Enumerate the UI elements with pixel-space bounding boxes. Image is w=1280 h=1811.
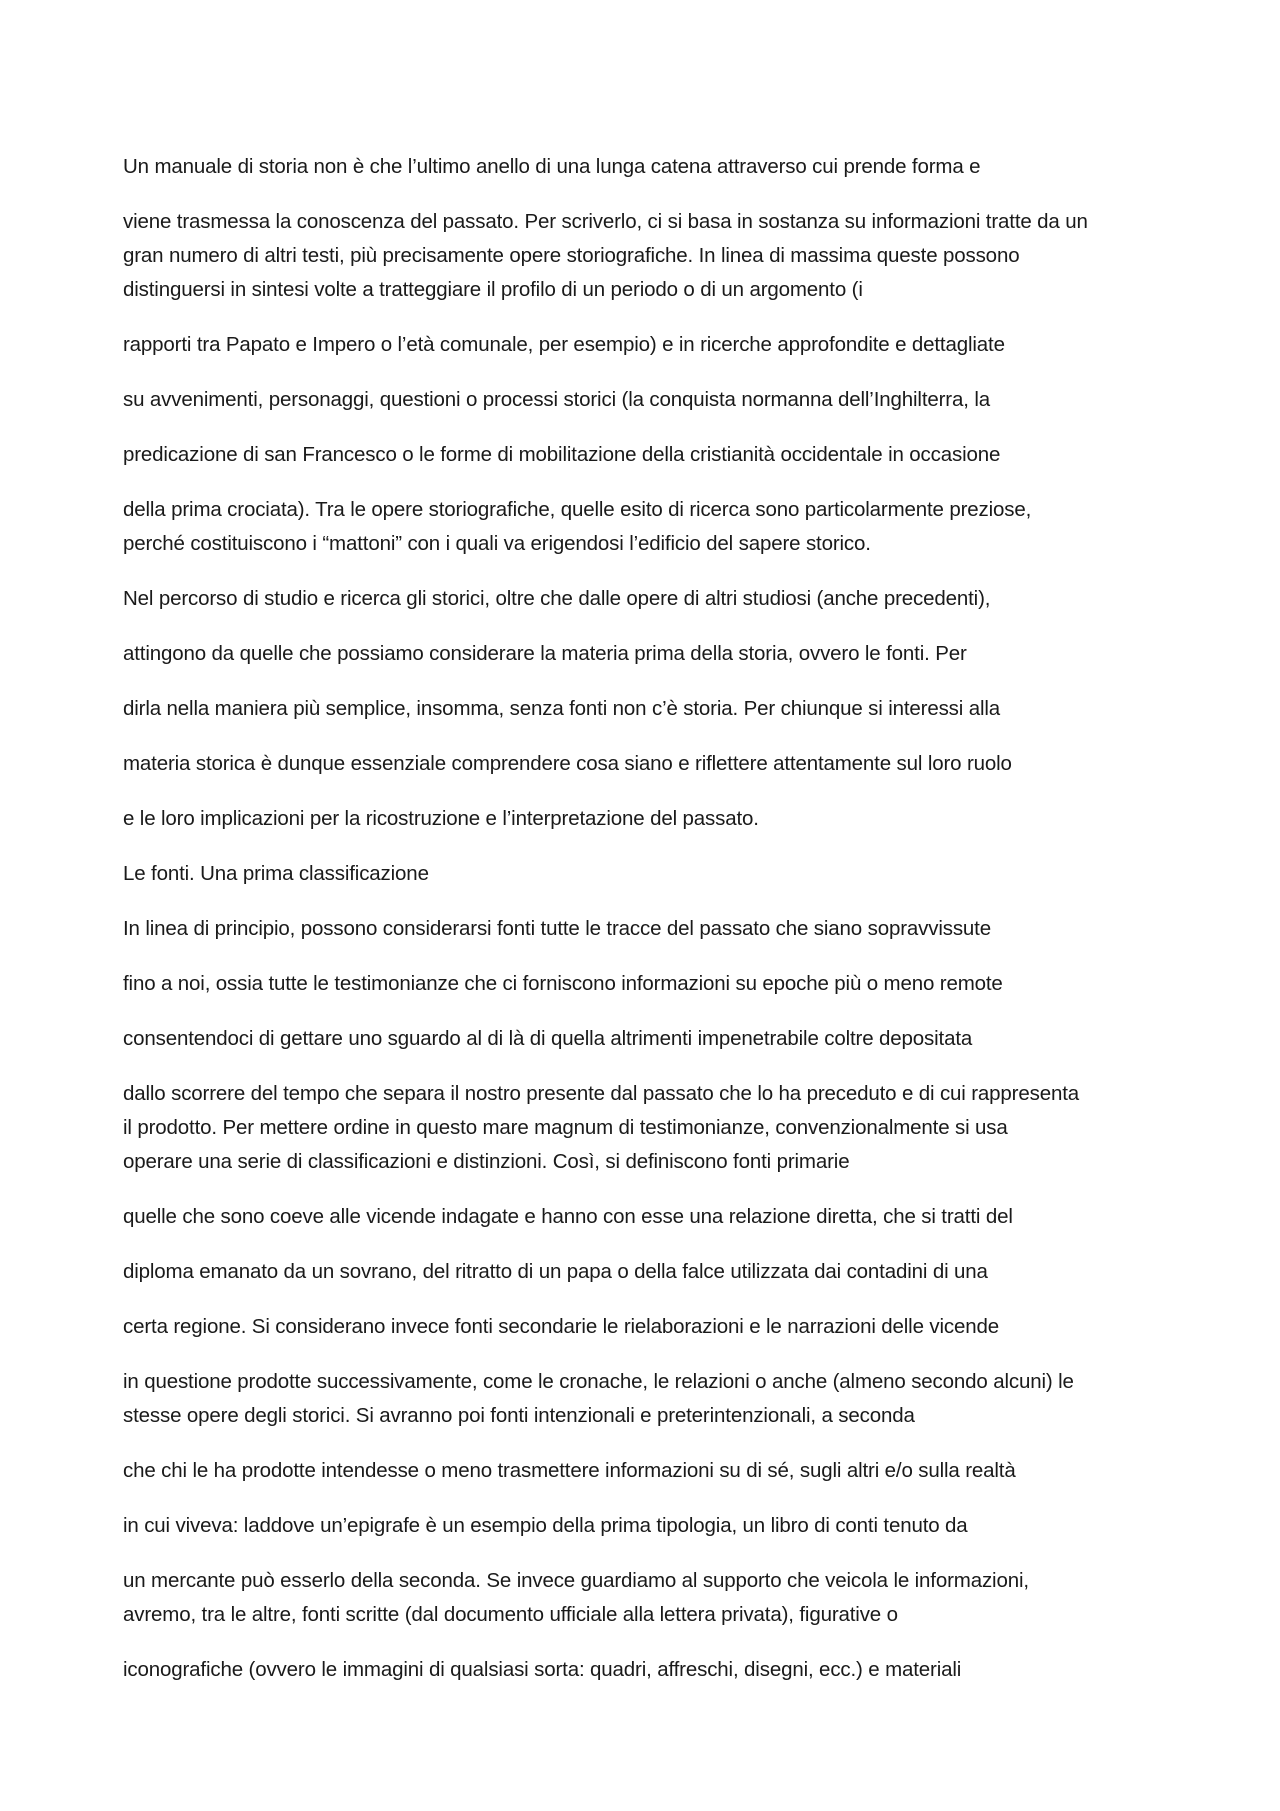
text-line: su avvenimenti, personaggi, questioni o processi storici (la conquista normanna dell’Inghilterra, la (123, 388, 990, 411)
text-line: materia storica è dunque essenziale comprendere cosa siano e riflettere attentamente sul loro ruolo (123, 752, 1012, 775)
text-line: Nel percorso di studio e ricerca gli storici, oltre che dalle opere di altri studiosi (anche precedenti), (123, 587, 991, 610)
text-line: predicazione di san Francesco o le forme di mobilitazione della cristianità occidentale in occasione (123, 443, 1001, 466)
text-line: operare una serie di classificazioni e distinzioni. Così, si definiscono fonti primarie (123, 1150, 850, 1173)
text-line: quelle che sono coeve alle vicende indagate e hanno con esse una relazione diretta, che si tratti del (123, 1205, 1013, 1228)
text-line: che chi le ha prodotte intendesse o meno trasmettere informazioni su di sé, sugli altri e/o sulla realtà (123, 1459, 1016, 1482)
text-line: iconografiche (ovvero le immagini di qualsiasi sorta: quadri, affreschi, disegni, ecc.) e materiali (123, 1658, 962, 1681)
text-line: il prodotto. Per mettere ordine in questo mare magnum di testimonianze, convenzionalmente si usa (123, 1116, 1008, 1139)
text-line: della prima crociata). Tra le opere storiografiche, quelle esito di ricerca sono particolarmente preziose, (123, 498, 1032, 521)
text-line: diploma emanato da un sovrano, del ritratto di un papa o della falce utilizzata dai contadini di una (123, 1260, 988, 1283)
text-line: avremo, tra le altre, fonti scritte (dal documento ufficiale alla lettera privata), figurative o (123, 1603, 898, 1626)
text-line: In linea di principio, possono considerarsi fonti tutte le tracce del passato che siano sopravvissute (123, 917, 991, 940)
text-line: dallo scorrere del tempo che separa il nostro presente dal passato che lo ha preceduto e di cui rappresenta (123, 1082, 1080, 1105)
text-line: dirla nella maniera più semplice, insomma, senza fonti non c’è storia. Per chiunque si interessi alla (123, 697, 1001, 720)
text-line: stesse opere degli storici. Si avranno poi fonti intenzionali e preterintenzionali, a seconda (123, 1404, 915, 1427)
text-line: in questione prodotte successivamente, come le cronache, le relazioni o anche (almeno secondo alcuni) le (123, 1370, 1074, 1393)
text-line: certa regione. Si considerano invece fonti secondarie le rielaborazioni e le narrazioni delle vicende (123, 1315, 999, 1338)
text-line: distinguersi in sintesi volte a tratteggiare il profilo di un periodo o di un argomento (i (123, 278, 863, 301)
section-heading: Le fonti. Una prima classificazione (123, 862, 429, 885)
text-line: in cui viveva: laddove un’epigrafe è un esempio della prima tipologia, un libro di conti tenuto da (123, 1514, 968, 1537)
text-line: gran numero di altri testi, più precisamente opere storiografiche. In linea di massima queste possono (123, 244, 1020, 267)
text-line: Un manuale di storia non è che l’ultimo anello di una lunga catena attraverso cui prende forma e (123, 155, 981, 178)
text-line: perché costituiscono i “mattoni” con i quali va erigendosi l’edificio del sapere storico. (123, 532, 871, 555)
text-line: viene trasmessa la conoscenza del passato. Per scriverlo, ci si basa in sostanza su informazioni tratte da un (123, 210, 1088, 233)
text-line: consentendoci di gettare uno sguardo al di là di quella altrimenti impenetrabile coltre depositata (123, 1027, 973, 1050)
text-line: attingono da quelle che possiamo considerare la materia prima della storia, ovvero le fonti. Per (123, 642, 967, 665)
text-line: fino a noi, ossia tutte le testimonianze che ci forniscono informazioni su epoche più o meno remote (123, 972, 1003, 995)
text-line: e le loro implicazioni per la ricostruzione e l’interpretazione del passato. (123, 807, 759, 830)
text-line: rapporti tra Papato e Impero o l’età comunale, per esempio) e in ricerche approfondite e dettagliate (123, 333, 1005, 356)
text-line: un mercante può esserlo della seconda. Se invece guardiamo al supporto che veicola le informazioni, (123, 1569, 1029, 1592)
